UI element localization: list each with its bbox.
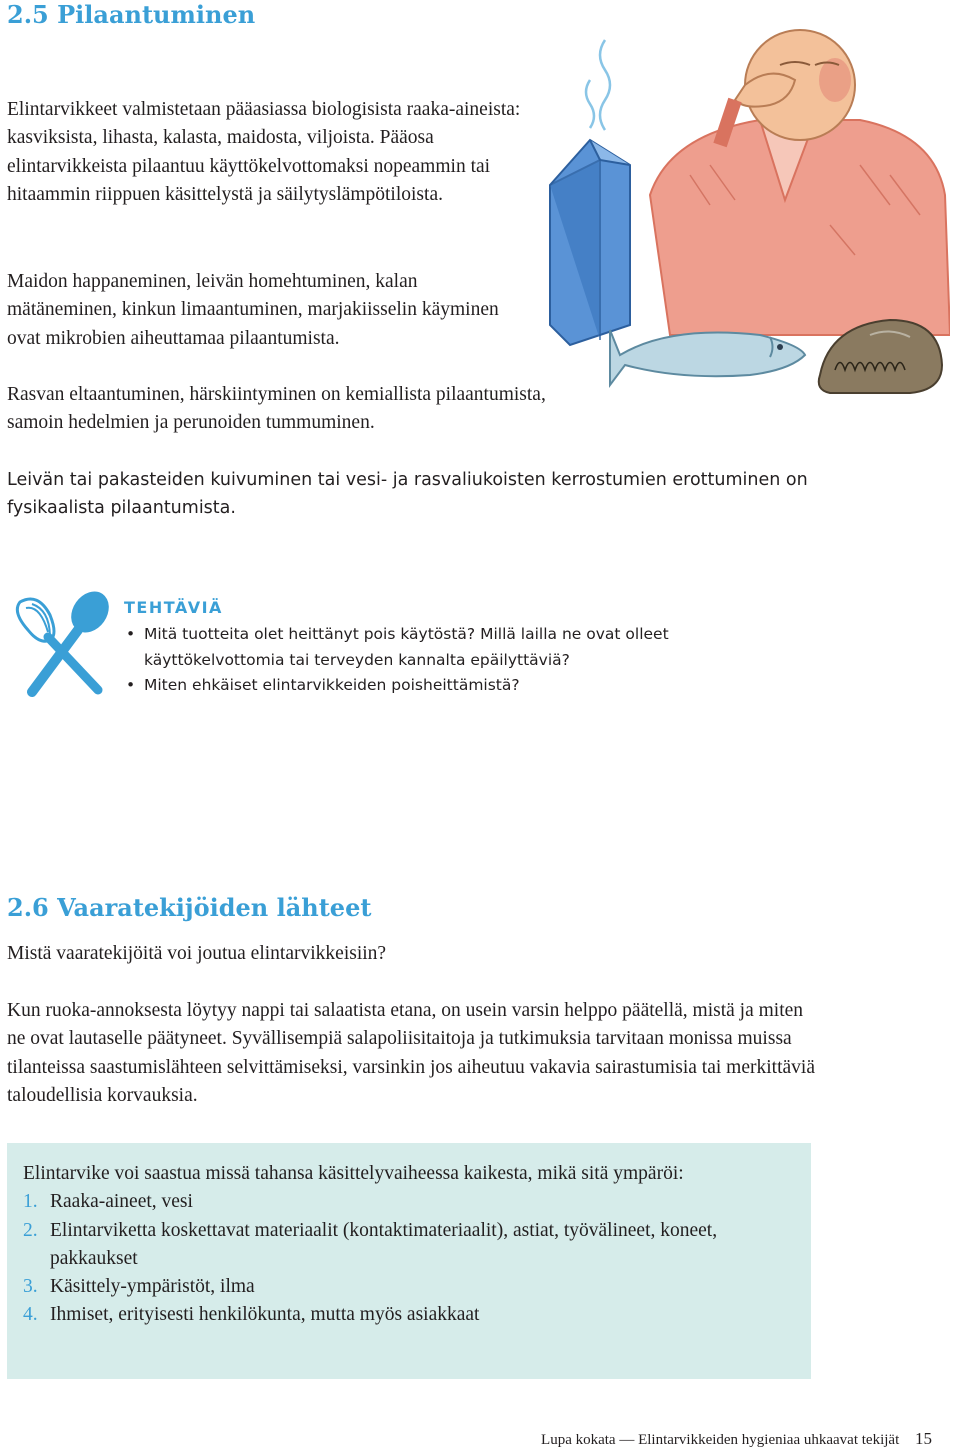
list-item	[23, 1188, 795, 1216]
paragraph-question: Mistä vaaratekijöitä voi joutua elintarvikkeisiin?	[7, 943, 387, 964]
tasks-block	[124, 598, 744, 699]
page-footer	[541, 1429, 932, 1449]
paragraph-physical-spoilage: Leivän tai pakasteiden kuivuminen tai vesi- ja rasvaliukoisten kerrostumien erottuminen on fysikaalista pilaantumista.	[7, 470, 808, 518]
section-heading-2-5: 2.5 Pilaantuminen	[7, 0, 256, 29]
list-item-text: Käsittely-ympäristöt, ilma	[50, 1276, 255, 1298]
list-item	[23, 1217, 795, 1274]
task-text: Miten ehkäiset elintarvikkeiden poisheittämistä?	[144, 676, 520, 694]
task-item	[124, 673, 744, 699]
bullet-icon: •	[126, 676, 136, 694]
paragraph-contamination-sources: Kun ruoka-annoksesta löytyy nappi tai salaatista etana, on usein varsin helppo päätellä, mistä ja miten ne ovat lautaselle päätyneet. Syvällisempiä salapoliisitaitoja ja tutkimuksia tarvitaan monissa muissa tilanteissa saastumislähteen selvittämiseksi, varsinkin jos aiheutuu vakavia sairastumisia tai merkittäviä taloudellisia korvauksia.	[7, 1000, 815, 1106]
list-item	[23, 1273, 795, 1301]
paragraph-chemical-spoilage: Rasvan eltaantuminen, härskiintyminen on kemiallista pilaantumista, samoin hedelmien ja perunoiden tummuminen.	[7, 384, 546, 434]
list-number: 4.	[23, 1304, 38, 1326]
task-text: Mitä tuotteita olet heittänyt pois käytöstä? Millä lailla ne ovat olleet käyttökelvottomia tai terveyden kannalta epäilyttäviä?	[144, 625, 669, 669]
footer-text: Lupa kokata — Elintarvikkeiden hygieniaa uhkaavat tekijät	[541, 1432, 900, 1448]
list-item	[23, 1301, 795, 1329]
list-item-text: Elintarviketta koskettavat materiaalit (kontaktimateriaalit), astiat, työvälineet, koneet, pakkaukset	[50, 1219, 718, 1269]
spoiled-food-illustration	[530, 25, 950, 400]
list-item-text: Raaka-aineet, vesi	[50, 1191, 193, 1213]
paragraph-microbial-spoilage: Maidon happaneminen, leivän homehtuminen, kalan mätäneminen, kinkun limaantuminen, marjakiisselin käyminen ovat mikrobien aiheuttamaa pilaantumista.	[7, 271, 499, 349]
info-box-intro: Elintarvike voi saastua missä tahansa käsittelyvaiheessa kaikesta, mikä sitä ympäröi:	[23, 1163, 684, 1184]
list-number: 1.	[23, 1191, 38, 1213]
list-item-text: Ihmiset, erityisesti henkilökunta, mutta myös asiakkaat	[50, 1304, 480, 1326]
list-number: 2.	[23, 1219, 38, 1241]
whisk-and-spoon-icon	[10, 590, 112, 698]
list-number: 3.	[23, 1276, 38, 1298]
paragraph-intro: Elintarvikkeet valmistetaan pääasiassa biologisista raaka-aineista: kasviksista, lihasta, kalasta, maidosta, viljoista. Pääosa elintarvikkeista pilaantuu käyttökelvottomaksi nopeammin tai hitaammin riippuen käsittelystä ja säilytyslämpötiloista.	[7, 99, 521, 205]
page-number: 15	[915, 1429, 932, 1448]
section-heading-2-6: 2.6 Vaaratekijöiden lähteet	[7, 893, 372, 922]
contamination-sources-box	[7, 1143, 811, 1379]
tasks-title: TEHTÄVIÄ	[124, 598, 223, 617]
bullet-icon: •	[126, 625, 136, 643]
task-item	[124, 622, 744, 673]
